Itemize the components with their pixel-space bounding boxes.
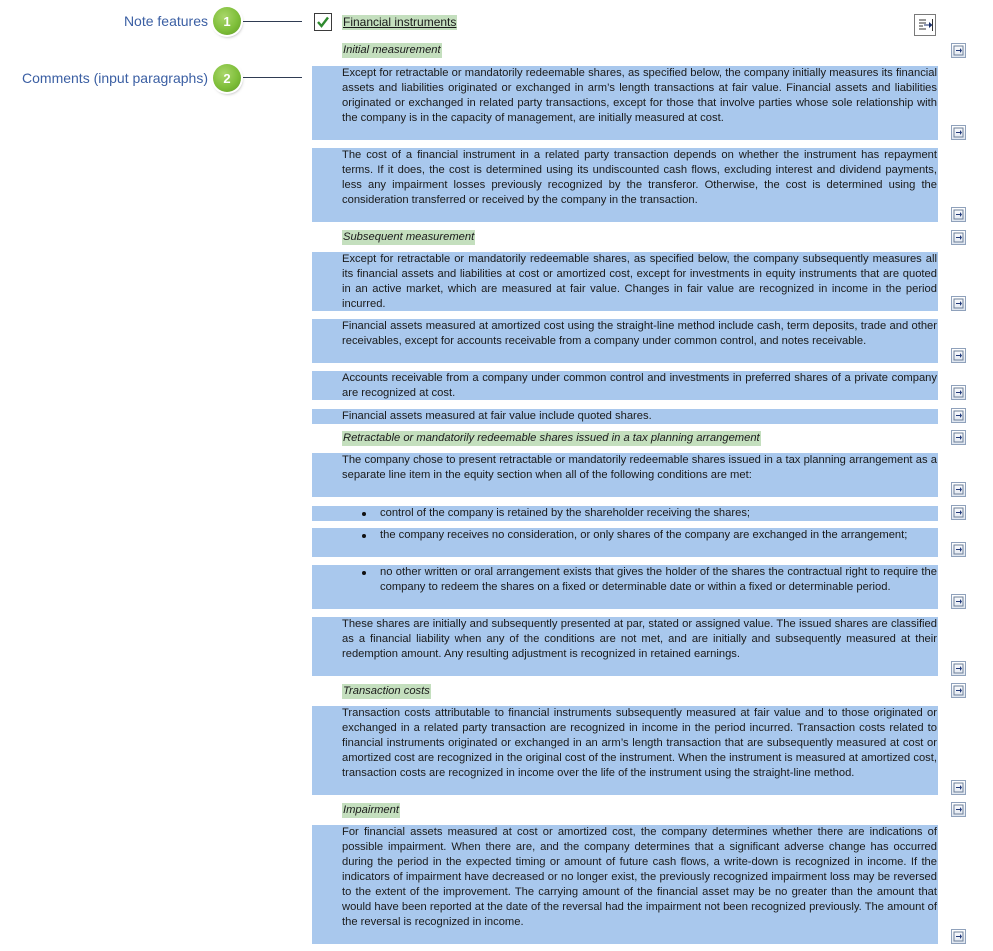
callout-badge: 2 [213,64,241,92]
edit-heading-button[interactable] [951,802,966,817]
edit-paragraph-icon [953,232,964,243]
edit-paragraph-icon [953,596,964,607]
section-heading: Transaction costs [343,685,430,697]
edit-paragraph-button[interactable] [951,296,966,311]
edit-paragraph-button[interactable] [951,594,966,609]
callout-label: Note features [123,13,208,29]
comment-paragraph[interactable]: Transaction costs attributable to financial instruments subsequently measured at fair value and to those originated or exchanged in a related party transaction are recognized in income in the period incurred. Transaction costs related to financial instruments originated or exchanged in an arm’s length transaction that are subsequently measured at cost or amortized cost are recognized in the original cost of the instrument. When the instrument is measured at amortized cost, transaction costs are recognized in income over the life of the instrument using the straight-line method. [312,706,938,795]
edit-paragraph-icon [953,387,964,398]
export-arrow-icon [915,15,935,35]
edit-paragraph-icon [953,782,964,793]
comment-paragraph[interactable]: The company chose to present retractable or mandatorily redeemable shares issued in a tax planning arrangement as a separate line item in the equity section when all of the following conditions are met: [312,453,938,497]
edit-paragraph-button[interactable] [951,505,966,520]
edit-paragraph-button[interactable] [951,385,966,400]
edit-paragraph-button[interactable] [951,482,966,497]
bullet-icon [362,571,366,575]
section-heading: Retractable or mandatorily redeemable shares issued in a tax planning arrangement [343,432,760,444]
checkmark-icon [316,15,330,29]
edit-paragraph-icon [953,931,964,942]
comment-paragraph[interactable]: Financial assets measured at fair value include quoted shares. [312,409,938,424]
edit-paragraph-icon [953,484,964,495]
export-button[interactable] [914,14,936,36]
comment-bullet-item[interactable]: no other written or oral arrangement exists that gives the holder of the shares the contractual right to require the company to redeem the shares on a fixed or determinable date or within a fixed or determinable period. [312,565,938,609]
edit-paragraph-icon [953,507,964,518]
edit-paragraph-button[interactable] [951,542,966,557]
bullet-icon [362,512,366,516]
callout-label: Comments (input paragraphs) [22,70,208,86]
edit-paragraph-button[interactable] [951,661,966,676]
note-title-row [312,12,992,36]
bullet-icon [362,534,366,538]
edit-heading-button[interactable] [951,230,966,245]
edit-paragraph-icon [953,685,964,696]
comment-paragraph[interactable]: Accounts receivable from a company under common control and investments in preferred shares of a private company are recognized at cost. [312,371,938,400]
callout-leader-line [243,21,302,22]
comment-paragraph[interactable]: Financial assets measured at amortized cost using the straight-line method include cash, term deposits, trade and other receivables, except for accounts receivable from a company under common control, and notes receivable. [312,319,938,363]
comment-paragraph[interactable]: These shares are initially and subsequently presented at par, stated or assigned value. The issued shares are classified as a financial liability when any of the conditions are not met, and are initially and subsequently measured at their redemption amount. Any resulting adjustment is recognized in retained earnings. [312,617,938,676]
comment-bullet-item[interactable]: control of the company is retained by the shareholder receiving the shares; [312,506,938,521]
edit-paragraph-button[interactable] [951,207,966,222]
callout-leader-line [243,77,302,78]
edit-paragraph-icon [953,127,964,138]
edit-paragraph-icon [953,209,964,220]
edit-heading-button[interactable] [951,43,966,58]
edit-paragraph-button[interactable] [951,125,966,140]
callout-badge: 1 [213,7,241,35]
edit-paragraph-button[interactable] [951,929,966,944]
edit-paragraph-icon [953,298,964,309]
note-include-checkbox[interactable] [314,13,332,31]
edit-paragraph-icon [953,410,964,421]
edit-paragraph-icon [953,544,964,555]
edit-paragraph-icon [953,350,964,361]
edit-paragraph-button[interactable] [951,408,966,423]
comment-paragraph[interactable]: For financial assets measured at cost or amortized cost, the company determines whether there are indications of possible impairment. When there are, and the company determines that a significant adverse change has occurred during the period in the expected timing or amount of future cash flows, a write-down is recognized in income. If the indicators of impairment have decreased or no longer exist, the previously recognized impairment loss may be reversed to the extent of the improvement. The carrying amount of the financial asset may be no greater than the amount that would have been reported at the date of the reversal had the impairment not been recognized previously. The amount of the reversal is recognized in income. [312,825,938,944]
comment-paragraph[interactable]: Except for retractable or mandatorily redeemable shares, as specified below, the company subsequently measures all its financial assets and liabilities at cost or amortized cost, except for investments in equity instruments that are quoted in an active market, which are measured at fair value. Changes in fair value are recognized in income in the period incurred. [312,252,938,311]
edit-heading-button[interactable] [951,683,966,698]
edit-paragraph-button[interactable] [951,348,966,363]
section-heading: Initial measurement [343,44,441,56]
comment-bullet-item[interactable]: the company receives no consideration, or only shares of the company are exchanged in the arrangement; [312,528,938,557]
section-heading: Impairment [343,804,399,816]
comment-paragraph[interactable]: The cost of a financial instrument in a related party transaction depends on whether the instrument has repayment terms. If it does, the cost is determined using its undiscounted cash flows, excluding interest and dividend payments, less any impairment losses previously recognized by the transferor. Otherwise, the cost is determined using the consideration transferred or received by the company in the transaction. [312,148,938,222]
edit-heading-button[interactable] [951,430,966,445]
edit-paragraph-button[interactable] [951,780,966,795]
section-heading: Subsequent measurement [343,231,475,243]
edit-paragraph-icon [953,45,964,56]
edit-paragraph-icon [953,804,964,815]
edit-paragraph-icon [953,432,964,443]
edit-paragraph-icon [953,663,964,674]
note-title[interactable]: Financial instruments [343,15,457,29]
comment-paragraph[interactable]: Except for retractable or mandatorily redeemable shares, as specified below, the company initially measures its financial assets and liabilities originated or exchanged in arm’s length transactions at fair value. Financial assets and liabilities originated or exchanged in related party transactions, except for those that involve parties whose sole relationship with the company is in the capacity of management, are initially measured at cost. [312,66,938,140]
